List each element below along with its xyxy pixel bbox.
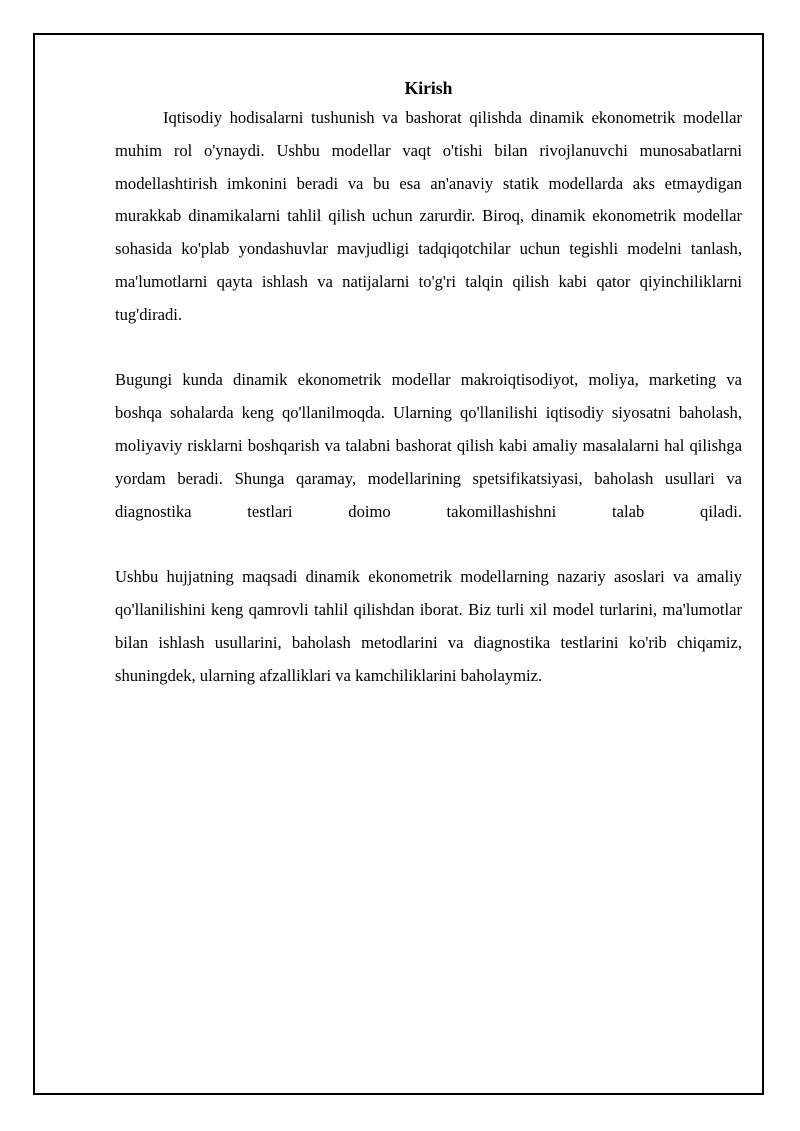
paragraph-applications: Bugungi kunda dinamik ekonometrik modellar makroiqtisodiyot, moliya, marketing va boshqa sohalarda keng qo'llanilmoqda. Ularning qo'llanilishi iqtisodiy siyosatni baholash, moliyaviy risklarni boshqarish va talabni bashorat qilish kabi amaliy masalalarni hal qilishga yordam beradi. Shunga qaramay, modellarining spetsifikatsiyasi, baholash usullari va diagnostika testlari doimo takomillashishni talab qiladi.: [115, 370, 742, 521]
document-body: [115, 74, 742, 692]
paragraph-spacer: [115, 332, 742, 365]
paragraph-purpose: Ushbu hujjatning maqsadi dinamik ekonometrik modellarning nazariy asoslari va amaliy qo'llanilishini keng qamrovli tahlil qilishdan iborat. Biz turli xil model turlarini, ma'lumotlar bilan ishlash usullarini, baholash metodlarini va diagnostika testlarini ko'rib chiqamiz, shuningdek, ularning afzalliklari va kamchiliklarini baholaymiz.: [115, 567, 742, 685]
document-title: Kirish: [404, 78, 453, 98]
paragraph-spacer: [115, 528, 742, 561]
paragraph-intro: Iqtisodiy hodisalarni tushunish va bashorat qilishda dinamik ekonometrik modellar muhim rol o'ynaydi. Ushbu modellar vaqt o'tishi bilan rivojlanuvchi munosabatlarni modellashtirish imkonini beradi va bu esa an'anaviy statik modellarda aks etmaydigan murakkab dinamikalarni tahlil qilish uchun zarurdir. Biroq, dinamik ekonometrik modellar sohasida ko'plab yondashuvlar mavjudligi tadqiqotchilar uchun tegishli modelni tanlash, ma'lumotlarni qayta ishlash va natijalarni to'g'ri talqin qilish kabi qator qiyinchiliklarni tug'diradi.: [115, 108, 742, 324]
